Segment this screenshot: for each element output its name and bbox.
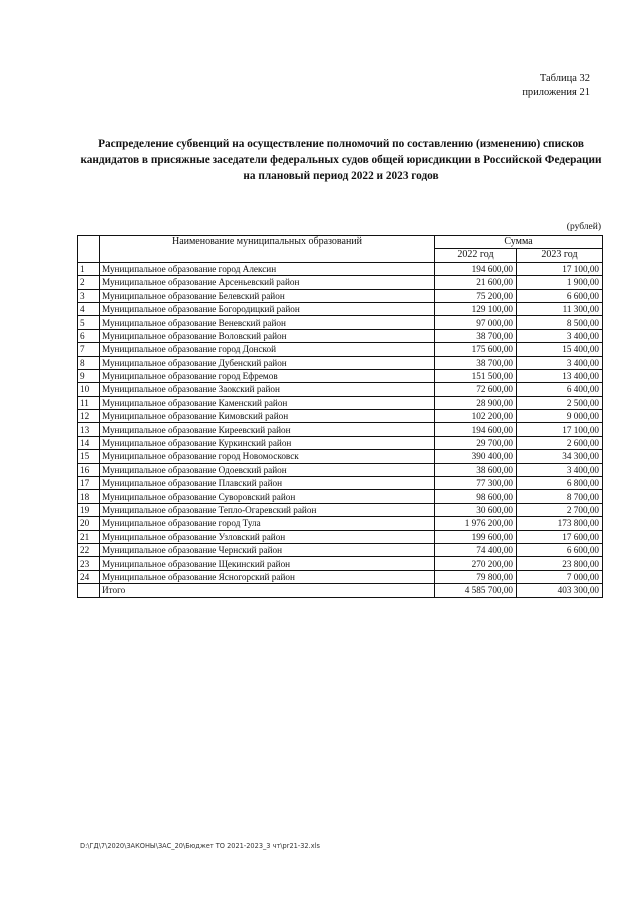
municipality-name: Муниципальное образование Каменский район — [100, 396, 435, 409]
amount-2022: 21 600,00 — [435, 276, 517, 289]
table-body — [78, 262, 603, 597]
amount-2022: 98 600,00 — [435, 490, 517, 503]
municipality-name: Муниципальное образование Арсеньевский район — [100, 276, 435, 289]
table-row — [78, 543, 603, 556]
amount-2022: 72 600,00 — [435, 383, 517, 396]
amount-2022: 74 400,00 — [435, 543, 517, 556]
municipality-name: Муниципальное образование город Ефремов — [100, 369, 435, 382]
amount-2022: 129 100,00 — [435, 302, 517, 315]
row-index: 9 — [78, 369, 100, 382]
table-row — [78, 289, 603, 302]
amount-2022: 102 200,00 — [435, 410, 517, 423]
amount-2023: 2 500,00 — [517, 396, 603, 409]
amount-2023: 11 300,00 — [517, 302, 603, 315]
amount-2023: 3 400,00 — [517, 463, 603, 476]
amount-2022: 199 600,00 — [435, 530, 517, 543]
table-row — [78, 570, 603, 583]
municipality-name: Муниципальное образование город Тула — [100, 517, 435, 530]
table-row — [78, 436, 603, 449]
currency-unit: (рублей) — [566, 222, 601, 232]
row-index: 3 — [78, 289, 100, 302]
amount-2022: 30 600,00 — [435, 503, 517, 516]
table-row — [78, 503, 603, 516]
municipality-name: Муниципальное образование Заокский район — [100, 383, 435, 396]
amount-2022: 38 700,00 — [435, 329, 517, 342]
table-row — [78, 463, 603, 476]
row-index: 16 — [78, 463, 100, 476]
table-row — [78, 383, 603, 396]
row-index: 14 — [78, 436, 100, 449]
row-index: 23 — [78, 557, 100, 570]
amount-2023: 3 400,00 — [517, 329, 603, 342]
row-index: 18 — [78, 490, 100, 503]
year-2023-header: 2023 год — [517, 249, 603, 262]
municipality-name: Муниципальное образование Куркинский район — [100, 436, 435, 449]
amount-2022: 28 900,00 — [435, 396, 517, 409]
amount-2023: 3 400,00 — [517, 356, 603, 369]
table-row — [78, 316, 603, 329]
row-index: 10 — [78, 383, 100, 396]
table-row — [78, 423, 603, 436]
municipality-name: Муниципальное образование Чернский район — [100, 543, 435, 556]
amount-2023: 13 400,00 — [517, 369, 603, 382]
amount-2022: 29 700,00 — [435, 436, 517, 449]
municipality-name: Муниципальное образование Белевский район — [100, 289, 435, 302]
municipality-name: Муниципальное образование Щекинский район — [100, 557, 435, 570]
municipality-name: Муниципальное образование Плавский район — [100, 477, 435, 490]
table-row — [78, 490, 603, 503]
file-path-footer: D:\ГД\7\2020\ЗАКОНЫ\ЗАС_20\Бюджет ТО 2021-2023_3 чт\pr21-32.xls — [80, 842, 320, 850]
table-row — [78, 450, 603, 463]
amount-2022: 390 400,00 — [435, 450, 517, 463]
amount-2022: 270 200,00 — [435, 557, 517, 570]
table-row — [78, 517, 603, 530]
row-index: 24 — [78, 570, 100, 583]
amount-2022: 75 200,00 — [435, 289, 517, 302]
total-2023: 403 300,00 — [517, 584, 603, 597]
row-index: 1 — [78, 262, 100, 275]
table-row — [78, 530, 603, 543]
table-row — [78, 302, 603, 315]
row-index: 7 — [78, 343, 100, 356]
table-row — [78, 262, 603, 275]
municipality-name: Муниципальное образование Воловский район — [100, 329, 435, 342]
amount-2023: 8 700,00 — [517, 490, 603, 503]
total-row — [78, 584, 603, 597]
amount-2023: 23 800,00 — [517, 557, 603, 570]
row-index: 19 — [78, 503, 100, 516]
amount-2023: 6 400,00 — [517, 383, 603, 396]
municipality-name: Муниципальное образование Веневский район — [100, 316, 435, 329]
table-row — [78, 276, 603, 289]
document-title: Распределение субвенций на осуществление полномочий по составлению (изменению) списков кандидатов в присяжные заседатели федеральных судов общей юрисдикции в Российской Федерации на плановый период 2022 и 2023 годов — [80, 138, 602, 182]
municipality-name: Муниципальное образование город Донской — [100, 343, 435, 356]
table-row — [78, 369, 603, 382]
amount-2022: 1 976 200,00 — [435, 517, 517, 530]
amount-2022: 194 600,00 — [435, 262, 517, 275]
total-index — [78, 584, 100, 597]
table-row — [78, 410, 603, 423]
sum-column-header: Сумма — [435, 236, 603, 249]
municipality-name: Муниципальное образование Тепло-Огаревский район — [100, 503, 435, 516]
amount-2022: 175 600,00 — [435, 343, 517, 356]
municipality-name: Муниципальное образование Дубенский район — [100, 356, 435, 369]
amount-2023: 2 700,00 — [517, 503, 603, 516]
row-index: 11 — [78, 396, 100, 409]
row-index: 2 — [78, 276, 100, 289]
amount-2023: 6 800,00 — [517, 477, 603, 490]
municipality-name: Муниципальное образование Киреевский район — [100, 423, 435, 436]
amount-2023: 15 400,00 — [517, 343, 603, 356]
table-header-row — [78, 236, 603, 249]
table-row — [78, 356, 603, 369]
total-2022: 4 585 700,00 — [435, 584, 517, 597]
row-index: 5 — [78, 316, 100, 329]
amount-2023: 7 000,00 — [517, 570, 603, 583]
year-2022-header: 2022 год — [435, 249, 517, 262]
subvention-table — [77, 235, 603, 598]
amount-2022: 79 800,00 — [435, 570, 517, 583]
row-index: 13 — [78, 423, 100, 436]
row-index: 15 — [78, 450, 100, 463]
name-column-header: Наименование муниципальных образований — [100, 236, 435, 263]
table-row — [78, 557, 603, 570]
index-header — [78, 236, 100, 263]
amount-2023: 8 500,00 — [517, 316, 603, 329]
amount-2023: 9 000,00 — [517, 410, 603, 423]
amount-2023: 17 600,00 — [517, 530, 603, 543]
amount-2023: 173 800,00 — [517, 517, 603, 530]
row-index: 12 — [78, 410, 100, 423]
table-row — [78, 343, 603, 356]
amount-2023: 2 600,00 — [517, 436, 603, 449]
table-row — [78, 477, 603, 490]
municipality-name: Муниципальное образование город Новомосковск — [100, 450, 435, 463]
amount-2023: 1 900,00 — [517, 276, 603, 289]
row-index: 20 — [78, 517, 100, 530]
amount-2022: 194 600,00 — [435, 423, 517, 436]
table-reference — [490, 72, 590, 100]
row-index: 4 — [78, 302, 100, 315]
amount-2022: 38 600,00 — [435, 463, 517, 476]
municipality-name: Муниципальное образование Кимовский район — [100, 410, 435, 423]
appendix-label: приложения 21 — [522, 87, 590, 98]
table-row — [78, 329, 603, 342]
municipality-name: Муниципальное образование Богородицкий район — [100, 302, 435, 315]
amount-2022: 97 000,00 — [435, 316, 517, 329]
municipality-name: Муниципальное образование Ясногорский район — [100, 570, 435, 583]
table-row — [78, 396, 603, 409]
row-index: 22 — [78, 543, 100, 556]
municipality-name: Муниципальное образование Узловский район — [100, 530, 435, 543]
amount-2023: 34 300,00 — [517, 450, 603, 463]
amount-2023: 6 600,00 — [517, 289, 603, 302]
amount-2023: 17 100,00 — [517, 423, 603, 436]
amount-2023: 17 100,00 — [517, 262, 603, 275]
amount-2023: 6 600,00 — [517, 543, 603, 556]
row-index: 17 — [78, 477, 100, 490]
table-number-label: Таблица 32 — [539, 73, 590, 84]
municipality-name: Муниципальное образование Суворовский район — [100, 490, 435, 503]
municipality-name: Муниципальное образование Одоевский район — [100, 463, 435, 476]
amount-2022: 77 300,00 — [435, 477, 517, 490]
row-index: 21 — [78, 530, 100, 543]
amount-2022: 38 700,00 — [435, 356, 517, 369]
total-label: Итого — [100, 584, 435, 597]
row-index: 8 — [78, 356, 100, 369]
row-index: 6 — [78, 329, 100, 342]
municipality-name: Муниципальное образование город Алексин — [100, 262, 435, 275]
amount-2022: 151 500,00 — [435, 369, 517, 382]
